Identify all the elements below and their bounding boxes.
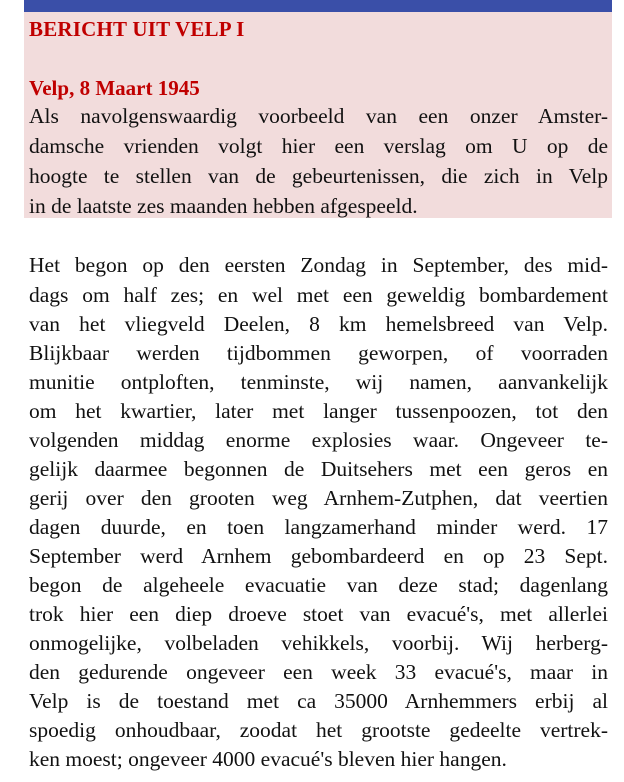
intro-line: damsche vrienden volgt hier een verslag om U op de bbox=[29, 134, 608, 158]
body-line: om het kwartier, later met langer tussenpoozen, tot den bbox=[29, 399, 608, 423]
body-line: gerij over den grooten weg Arnhem-Zutphen, dat veertien bbox=[29, 486, 608, 510]
article-dateline: Velp, 8 Maart 1945 bbox=[29, 76, 200, 100]
body-line: Blijkbaar werden tijdbommen geworpen, of voorraden bbox=[29, 341, 608, 365]
body-line: dags om half zes; en wel met een geweldig bombardement bbox=[29, 283, 608, 307]
body-line: begon de algeheele evacuatie van deze stad; dagenlang bbox=[29, 573, 608, 597]
intro-line: in de laatste zes maanden hebben afgespeeld. bbox=[29, 194, 418, 218]
body-line: onmogelijke, volbeladen vehikkels, voorbij. Wij herberg- bbox=[29, 631, 608, 655]
body-line: munitie ontploften, tenminste, wij namen, aanvankelijk bbox=[29, 370, 608, 394]
body-line: Velp is de toestand met ca 35000 Arnhemmers erbij al bbox=[29, 689, 608, 713]
body-line: van het vliegveld Deelen, 8 km hemelsbreed van Velp. bbox=[29, 312, 608, 336]
body-line: volgenden middag enorme explosies waar. Ongeveer te- bbox=[29, 428, 608, 452]
intro-line: hoogte te stellen van de gebeurtenissen, die zich in Velp bbox=[29, 164, 608, 188]
body-line: September werd Arnhem gebombardeerd en op 23 Sept. bbox=[29, 544, 608, 568]
body-line: den gedurende ongeveer een week 33 evacué's, maar in bbox=[29, 660, 608, 684]
article-title: BERICHT UIT VELP I bbox=[29, 17, 245, 41]
intro-line: Als navolgenswaardig voorbeeld van een onzer Amster- bbox=[29, 104, 608, 128]
body-line: Het begon op den eersten Zondag in September, des mid- bbox=[29, 253, 608, 277]
top-accent-bar bbox=[24, 0, 612, 12]
body-line: dagen duurde, en toen langzamerhand minder werd. 17 bbox=[29, 515, 608, 539]
body-line: gelijk daarmee begonnen de Duitsehers met een geros en bbox=[29, 457, 608, 481]
body-line: spoedig onhoudbaar, zoodat het grootste gedeelte vertrek- bbox=[29, 718, 608, 742]
body-line: ken moest; ongeveer 4000 evacué's bleven hier hangen. bbox=[29, 747, 507, 771]
body-line: trok hier een diep droeve stoet van evacué's, met allerlei bbox=[29, 602, 608, 626]
